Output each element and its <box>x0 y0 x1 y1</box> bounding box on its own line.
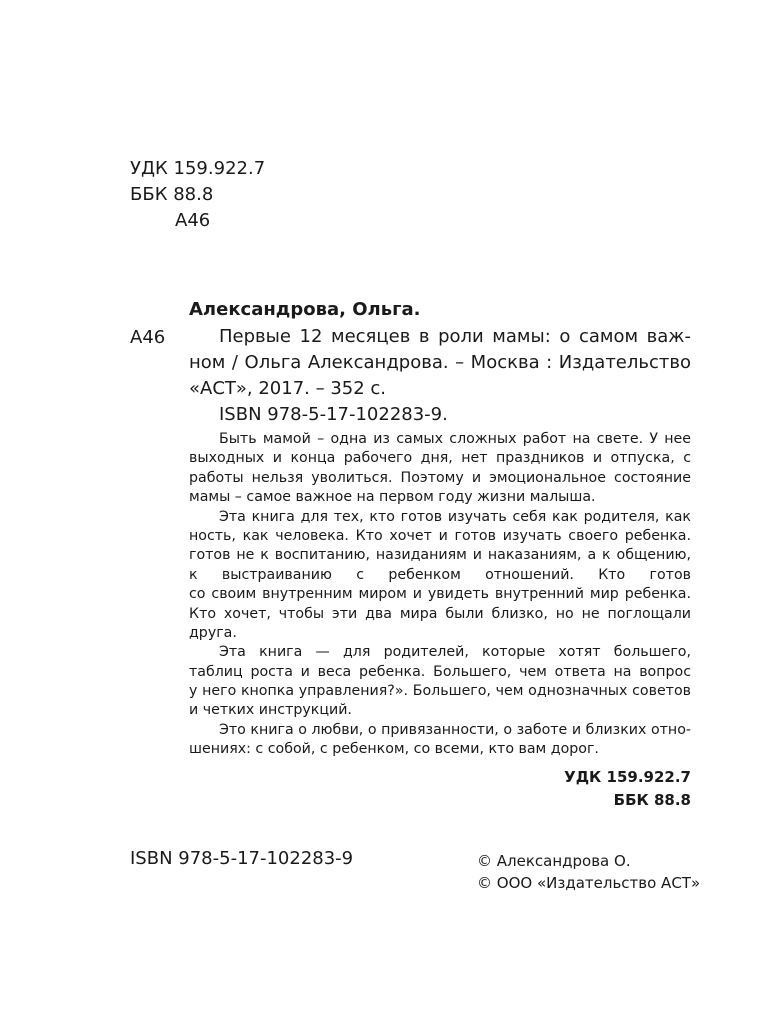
annotation-line: шениях: с собой, с ребенком, со всеми, кто вам дорог. <box>189 741 599 758</box>
annotation-line: Эта книга — для родителей, которые хотят большего, <box>219 644 691 661</box>
annotation-line: Быть мамой – одна из самых сложных работ на свете. У нее <box>219 431 691 447</box>
isbn-footer: ISBN 978-5-17-102283-9 <box>130 848 354 869</box>
annotation-line: друга. <box>189 624 237 641</box>
annotation-line: ность, как человека. Кто хочет и готов изучать своего ребенка. <box>189 527 691 544</box>
author-heading: Александрова, Ольга. <box>189 299 421 320</box>
author-mark: А46 <box>175 210 211 231</box>
bbk-code-bold: ББК 88.8 <box>613 791 691 809</box>
annotation <box>189 430 691 760</box>
bbk-code: ББК 88.8 <box>130 184 214 205</box>
udk-code-bold: УДК 159.922.7 <box>564 768 691 786</box>
annotation-line: выходных и конца рабочего дня, нет праздников и отпуска, с <box>189 450 691 467</box>
biblio-line: «АСТ», 2017. – 352 с. <box>189 378 387 399</box>
annotation-line: у него кнопка управления?». Большего, чем однозначных советов <box>189 683 691 700</box>
udk-code: УДК 159.922.7 <box>130 158 266 179</box>
annotation-line: Это книга о любви, о привязанности, о заботе и близких отно- <box>219 721 691 738</box>
annotation-line: работы нельзя уволиться. Поэтому и эмоциональное состояние <box>189 469 691 486</box>
codes-right <box>564 766 691 812</box>
biblio-line: Первые 12 месяцев в роли мамы: о самом важ- <box>219 326 691 347</box>
annotation-line: к выстраиванию с ребенком отношений. Кто готов <box>189 566 691 583</box>
annotation-line: Эта книга для тех, кто готов изучать себя как родителя, как <box>219 508 691 525</box>
annotation-line: таблиц роста и веса ребенка. Большего, чем ответа на вопрос <box>189 663 691 680</box>
annotation-line: со своим внутренним миром и увидеть внутренний мир ребенка. <box>189 586 691 603</box>
biblio-line: ном / Ольга Александрова. – Москва : Издательство <box>189 352 691 373</box>
annotation-line: Кто хочет, чтобы эти два мира были близко, но не поглощали <box>189 605 691 622</box>
copyright-publisher: © ООО «Издательство АСТ» <box>477 874 701 892</box>
copyright-author: © Александрова О. <box>477 852 631 870</box>
annotation-line: готов не к воспитанию, назиданиям и наказаниям, а к общению, <box>189 547 691 564</box>
annotation-line: и четких инструкций. <box>189 702 352 719</box>
bibliographic-description <box>189 324 691 428</box>
copyright-block <box>477 850 700 894</box>
entry-author-mark: А46 <box>130 327 166 348</box>
annotation-line: мамы – самое важное на первом году жизни малыша. <box>189 489 596 506</box>
entry-isbn: ISBN 978-5-17-102283-9. <box>219 404 448 425</box>
